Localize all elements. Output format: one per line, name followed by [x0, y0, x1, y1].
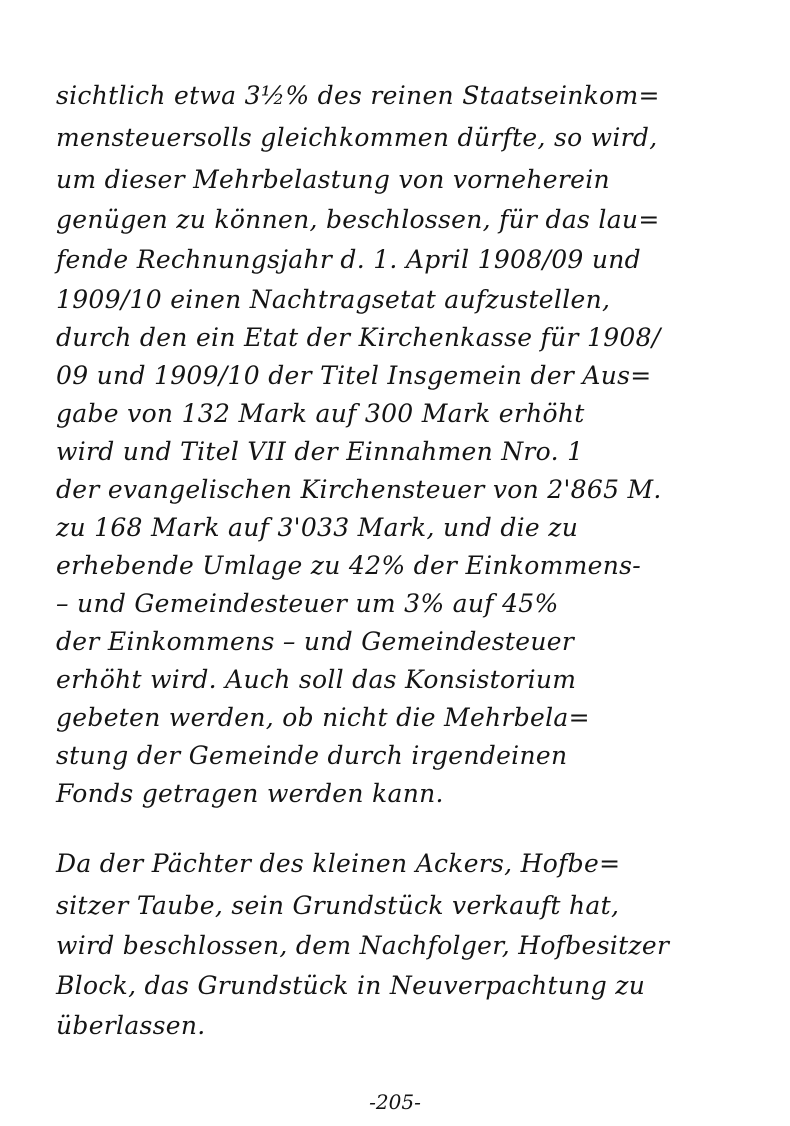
text-line: wird beschlossen, dem Nachfolger, Hofbesitzer	[56, 931, 670, 960]
text-line: fende Rechnungsjahr d. 1. April 1908/09 und	[56, 245, 641, 274]
text-line: erhöht wird. Auch soll das Konsistorium	[56, 665, 577, 694]
text-line: der Einkommens – und Gemeindesteuer	[56, 627, 575, 656]
text-line: genügen zu können, beschlossen, für das lau=	[56, 205, 660, 234]
text-line: 1909/10 einen Nachtragsetat aufzustellen,	[56, 285, 611, 314]
text-line: – und Gemeindesteuer um 3% auf 45%	[56, 589, 559, 618]
text-line: erhebende Umlage zu 42% der Einkommens-	[56, 551, 641, 580]
page-number: -205-	[369, 1090, 421, 1114]
text-line: um dieser Mehrbelastung von vorneherein	[56, 165, 610, 194]
text-line: Fonds getragen werden kann.	[56, 779, 444, 808]
text-line: 09 und 1909/10 der Titel Insgemein der Aus=	[56, 361, 652, 390]
text-line: Da der Pächter des kleinen Ackers, Hofbe=	[56, 849, 621, 878]
text-line: Block, das Grundstück in Neuverpachtung zu	[56, 971, 646, 1000]
text-line: stung der Gemeinde durch irgendeinen	[56, 741, 568, 770]
text-line: sitzer Taube, sein Grundstück verkauft hat,	[56, 891, 620, 920]
text-line: sichtlich etwa 3½% des reinen Staatseinkom=	[56, 81, 660, 110]
text-line: wird und Titel VII der Einnahmen Nro. 1	[56, 437, 584, 466]
text-line: durch den ein Etat der Kirchenkasse für 1908/	[56, 323, 661, 352]
text-line: überlassen.	[56, 1011, 206, 1040]
text-line: mensteuersolls gleichkommen dürfte, so wird,	[56, 123, 658, 152]
text-line: der evangelischen Kirchensteuer von 2'865 M.	[56, 475, 662, 504]
text-line: gabe von 132 Mark auf 300 Mark erhöht	[56, 399, 585, 428]
text-line: gebeten werden, ob nicht die Mehrbela=	[56, 703, 590, 732]
text-line: zu 168 Mark auf 3'033 Mark, und die zu	[56, 513, 579, 542]
